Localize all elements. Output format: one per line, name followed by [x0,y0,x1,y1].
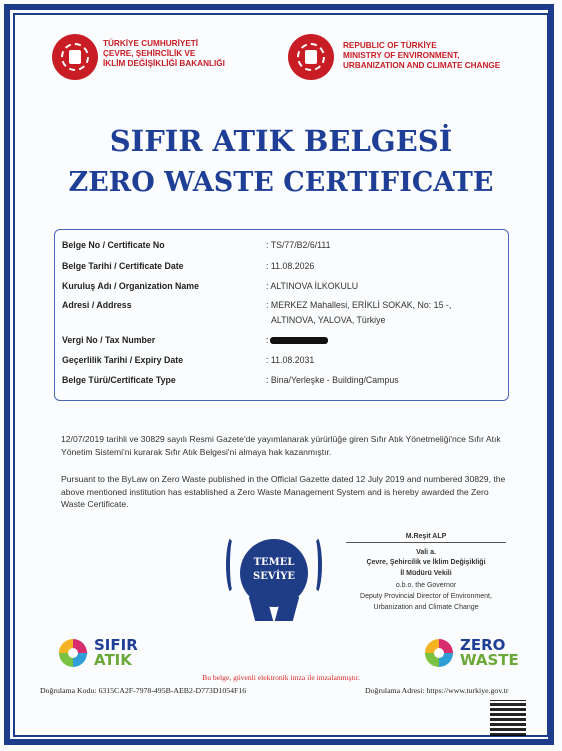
right-ministry-line-2: MINISTRY OF ENVIRONMENT, [343,51,460,60]
field-label: Vergi No / Tax Number [62,335,156,345]
right-logo-word-2: WASTE [460,651,519,669]
field-value-text: : [266,335,269,345]
field-label: Belge No / Certificate No [62,240,165,250]
field-label: Adresi / Address [62,300,132,310]
field-value: : Bina/Yerleşke - Building/Campus [266,375,399,385]
right-ministry-line-3: URBANIZATION AND CLIMATE CHANGE [343,61,501,70]
redaction-bar [270,337,328,344]
level-badge [240,539,308,607]
certificate-title-en: ZERO WASTE CERTIFICATE [68,167,494,198]
field-label: Kuruluş Adı / Organization Name [62,281,200,291]
verification-address[interactable]: Doğrulama Adresi: https://www.turkiye.gov.tr [365,686,509,695]
field-label: Belge Türü/Certificate Type [62,375,176,385]
badge-line-2: SEVİYE [252,571,296,582]
field-value: : TS/77/B2/6/111 [266,240,331,250]
signature-line-6: Urbanization and Climate Change [373,604,479,611]
sifir-atik-logo-icon [59,639,87,667]
certificate-title-tr: SIFIR ATIK BELGESİ [109,124,453,158]
ministry-seal-icon [52,34,98,80]
left-logo-word-1: SIFIR [94,636,138,654]
left-ministry-line-1: TÜRKİYE CUMHURİYETİ [103,39,199,48]
field-value-line-2: ALTINOVA, YALOVA, Türkiye [271,315,386,325]
signature-line-5: Deputy Provincial Director of Environment, [360,593,492,600]
field-value: : 11.08.2031 [266,355,315,365]
right-ministry-name [343,41,500,71]
ministry-seal-icon-right [288,34,334,80]
signature-divider [346,542,506,543]
field-value: : ALTINOVA İLKOKULU [266,281,359,291]
field-value [266,335,496,346]
signature-line-1: Vali a. [416,549,436,556]
signature-line-4: o.b.o. the Governor [395,582,457,589]
badge-line-1: TEMEL [253,557,295,568]
left-ministry-line-3: İKLİM DEĞİŞİKLİĞİ BAKANLIĞI [103,59,225,68]
signature-line-2: Çevre, Şehircilik ve İklim Değişikliği [366,559,486,566]
zero-waste-logo-icon [425,639,453,667]
right-logo-word-1: ZERO [460,636,506,654]
left-ministry-name [103,39,225,69]
signature-name: M.Reşit ALP [405,533,447,540]
field-value: : 11.08.2026 [266,261,315,271]
field-value: : MERKEZ Mahallesi, ERİKLİ SOKAK, No: 15 -, [266,300,452,310]
turkish-paragraph: 12/07/2019 tarihli ve 30829 sayılı Resmi Gazete'de yayımlanarak yürürlüğe giren Sıfır Atık Yönetmeliği'nce Sıfır Atık Yönetim Sistemi'ni kurarak Sıfır Atık Belgesi'ni almaya hak kazanmıştır. [61,434,501,457]
left-logo-word-2: ATIK [94,651,132,669]
english-paragraph: Pursuant to the ByLaw on Zero Waste published in the Official Gazette dated 12 July 2019 and numbered 30829, the above mentioned institution has established a Zero Waste Management System and is hereby awarded the Zero Waste Certificate. [61,474,506,509]
electronic-signature-note: Bu belge, güvenli elektronik imza ile imzalanmıştır. [202,673,360,682]
left-ministry-line-2: ÇEVRE, ŞEHİRCİLİK VE [103,49,196,58]
field-label: Geçerlilik Tarihi / Expiry Date [62,355,184,365]
field-label: Belge Tarihi / Certificate Date [62,261,184,271]
signature-line-3: İl Müdürü Vekili [400,570,452,577]
right-ministry-line-1: REPUBLIC OF TÜRKİYE [343,41,437,50]
qr-code [490,700,526,736]
verification-code: Doğrulama Kodu: 6315CA2F-7978-495B-AEB2-D773D1054F16 [40,686,247,695]
